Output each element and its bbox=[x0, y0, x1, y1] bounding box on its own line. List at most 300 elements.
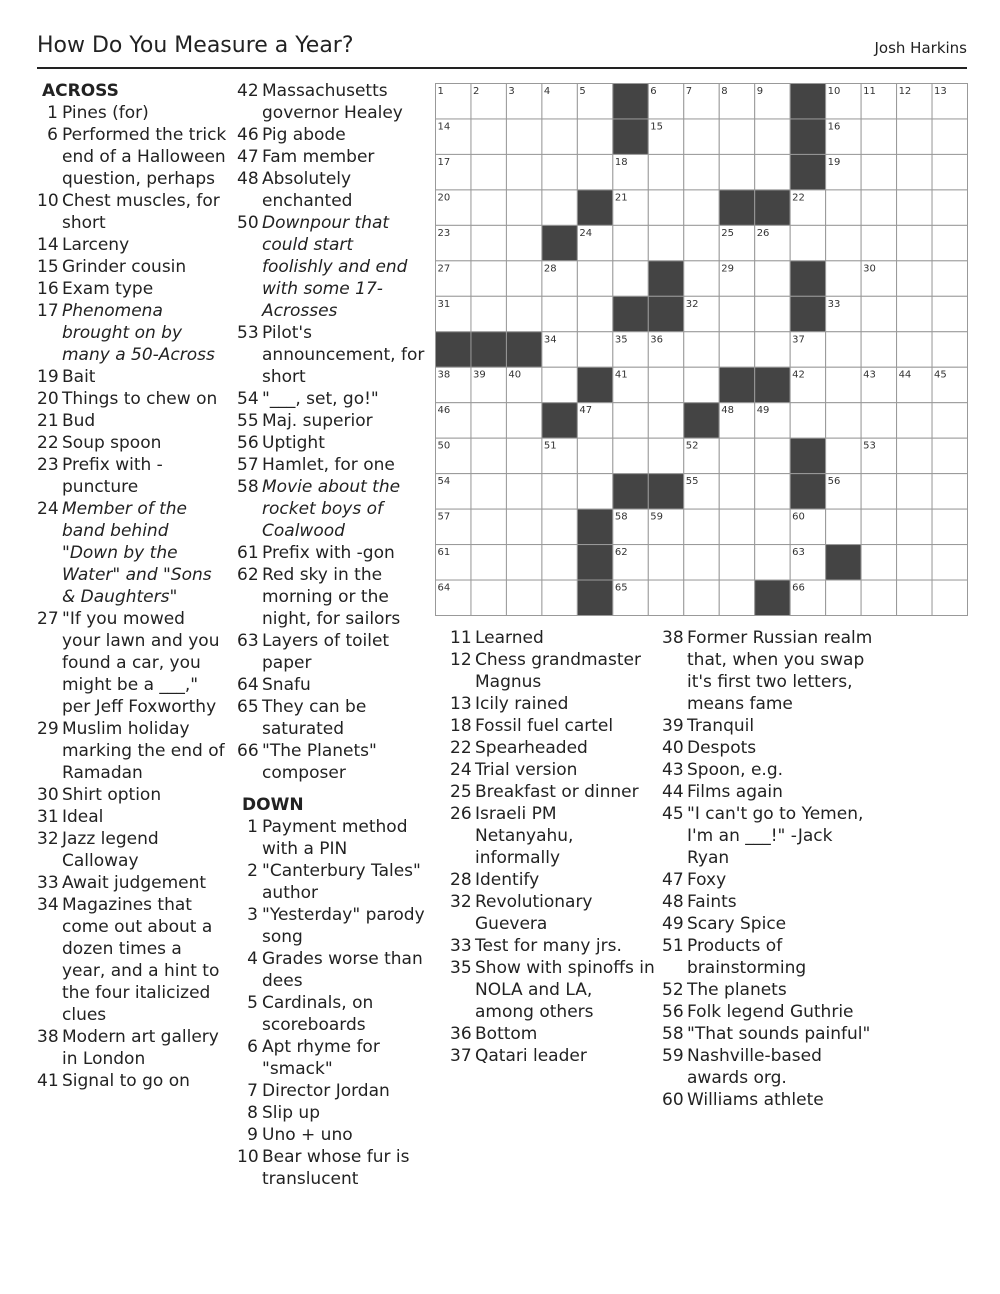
clue-number: 1 bbox=[247, 817, 258, 837]
grid-cell[interactable] bbox=[684, 509, 719, 544]
grid-cell[interactable] bbox=[613, 261, 648, 296]
clue-number: 64 bbox=[237, 675, 259, 695]
clue-number: 4 bbox=[247, 949, 258, 969]
grid-cell[interactable] bbox=[755, 474, 790, 509]
grid-cell[interactable] bbox=[719, 296, 754, 331]
grid-cell[interactable] bbox=[471, 545, 506, 580]
across-clue-53[interactable] bbox=[237, 322, 427, 388]
grid-cell[interactable] bbox=[542, 154, 577, 189]
down-clue-43[interactable] bbox=[662, 759, 877, 781]
clue-text: Products of brainstorming bbox=[687, 936, 807, 978]
across-clue-20[interactable] bbox=[37, 388, 227, 410]
cell-number: 24 bbox=[579, 227, 593, 239]
grid-cell[interactable] bbox=[648, 580, 683, 615]
grid-cell[interactable] bbox=[932, 403, 967, 438]
black-square bbox=[613, 84, 648, 119]
grid-cell[interactable] bbox=[932, 474, 967, 509]
grid-cell[interactable] bbox=[861, 154, 896, 189]
grid-cell[interactable] bbox=[861, 119, 896, 154]
grid-cell[interactable] bbox=[684, 154, 719, 189]
across-clue-61[interactable] bbox=[237, 542, 427, 564]
grid-cell[interactable] bbox=[755, 438, 790, 473]
down-clue-2[interactable] bbox=[237, 860, 427, 904]
down-clue-40[interactable] bbox=[662, 737, 877, 759]
down-clue-51[interactable] bbox=[662, 935, 877, 979]
grid-cell[interactable] bbox=[577, 332, 612, 367]
down-clue-47[interactable] bbox=[662, 869, 877, 891]
grid-cell[interactable] bbox=[506, 545, 541, 580]
grid-cell[interactable] bbox=[861, 190, 896, 225]
grid-cell[interactable] bbox=[506, 190, 541, 225]
down-clue-18[interactable] bbox=[450, 715, 655, 737]
clue-number: 10 bbox=[237, 1147, 259, 1167]
black-square bbox=[719, 190, 754, 225]
grid-cell[interactable] bbox=[932, 580, 967, 615]
grid-cell[interactable] bbox=[506, 119, 541, 154]
grid-cell[interactable] bbox=[755, 119, 790, 154]
across-clue-17[interactable] bbox=[37, 300, 227, 366]
across-clue-42[interactable] bbox=[237, 80, 427, 124]
clue-text: Apt rhyme for "smack" bbox=[262, 1037, 380, 1079]
clue-text: Nashville-based awards org. bbox=[687, 1046, 822, 1088]
grid-cell[interactable] bbox=[755, 261, 790, 296]
grid-cell[interactable] bbox=[826, 225, 861, 260]
grid-cell[interactable] bbox=[577, 474, 612, 509]
grid-cell[interactable] bbox=[542, 474, 577, 509]
grid-cell[interactable] bbox=[684, 367, 719, 402]
grid-cell[interactable] bbox=[932, 225, 967, 260]
grid-cell[interactable] bbox=[506, 474, 541, 509]
across-clue-21[interactable] bbox=[37, 410, 227, 432]
grid-cell[interactable] bbox=[719, 509, 754, 544]
across-clue-1[interactable] bbox=[37, 102, 227, 124]
grid-cell[interactable] bbox=[684, 580, 719, 615]
cell-number: 43 bbox=[863, 369, 876, 381]
clue-number: 22 bbox=[37, 433, 59, 453]
across-clue-55[interactable] bbox=[237, 410, 427, 432]
down-clue-22[interactable] bbox=[450, 737, 655, 759]
clue-number: 37 bbox=[450, 1046, 472, 1066]
down-clue-3[interactable] bbox=[237, 904, 427, 948]
grid-cell[interactable] bbox=[506, 438, 541, 473]
grid-cell[interactable] bbox=[648, 438, 683, 473]
clue-number: 26 bbox=[450, 804, 472, 824]
clue-number: 38 bbox=[662, 628, 684, 648]
grid-cell[interactable] bbox=[684, 261, 719, 296]
across-clue-32[interactable] bbox=[37, 828, 227, 872]
across-clue-58[interactable] bbox=[237, 476, 427, 542]
clue-number: 54 bbox=[237, 389, 259, 409]
grid-cell[interactable] bbox=[506, 509, 541, 544]
black-square bbox=[648, 296, 683, 331]
grid-cell[interactable] bbox=[897, 154, 932, 189]
across-clue-41[interactable] bbox=[37, 1070, 227, 1092]
cell-number: 53 bbox=[863, 440, 876, 452]
down-clue-60[interactable] bbox=[662, 1089, 877, 1111]
clue-text: Things to chew on bbox=[62, 389, 218, 409]
grid-cell[interactable] bbox=[542, 545, 577, 580]
cell-number: 45 bbox=[934, 369, 947, 381]
down-clue-13[interactable] bbox=[450, 693, 655, 715]
clue-text: Chest muscles, for short bbox=[62, 191, 220, 233]
grid-cell[interactable] bbox=[719, 545, 754, 580]
grid-cell[interactable] bbox=[897, 225, 932, 260]
cell-number: 61 bbox=[437, 547, 451, 559]
grid-cell[interactable] bbox=[861, 403, 896, 438]
down-clue-24[interactable] bbox=[450, 759, 655, 781]
grid-cell[interactable] bbox=[790, 225, 825, 260]
clue-text: Slip up bbox=[262, 1103, 320, 1123]
cell-number: 66 bbox=[792, 582, 805, 594]
clue-number: 28 bbox=[450, 870, 472, 890]
grid-cell[interactable] bbox=[471, 154, 506, 189]
down-clue-36[interactable] bbox=[450, 1023, 655, 1045]
clue-text: Films again bbox=[687, 782, 783, 802]
cell-number: 14 bbox=[437, 121, 451, 133]
grid-cell[interactable] bbox=[826, 580, 861, 615]
down-clue-8[interactable] bbox=[237, 1102, 427, 1124]
grid-cell[interactable] bbox=[648, 403, 683, 438]
grid-cell[interactable] bbox=[471, 261, 506, 296]
grid-cell[interactable] bbox=[648, 154, 683, 189]
cell-number: 27 bbox=[437, 263, 451, 275]
black-square bbox=[790, 154, 825, 189]
clue-text: Layers of toilet paper bbox=[262, 631, 390, 673]
cell-number: 32 bbox=[685, 298, 699, 310]
grid-cell[interactable] bbox=[897, 509, 932, 544]
across-clue-66[interactable] bbox=[237, 740, 427, 784]
grid-cell[interactable] bbox=[897, 332, 932, 367]
cell-number: 48 bbox=[721, 405, 734, 417]
grid-cell[interactable] bbox=[755, 296, 790, 331]
grid-cell[interactable] bbox=[719, 154, 754, 189]
grid-cell[interactable] bbox=[506, 403, 541, 438]
cell-number: 40 bbox=[508, 369, 522, 381]
across-clue-31[interactable] bbox=[37, 806, 227, 828]
grid-cell[interactable] bbox=[932, 119, 967, 154]
across-clue-48[interactable] bbox=[237, 168, 427, 212]
clue-text: Larceny bbox=[62, 235, 130, 255]
grid-cell[interactable] bbox=[861, 332, 896, 367]
grid-cell[interactable] bbox=[719, 438, 754, 473]
clue-number: 16 bbox=[37, 279, 59, 299]
cell-number: 19 bbox=[827, 156, 841, 168]
black-square bbox=[790, 296, 825, 331]
grid-cell[interactable] bbox=[826, 438, 861, 473]
down-clue-5[interactable] bbox=[237, 992, 427, 1036]
grid-cell[interactable] bbox=[719, 474, 754, 509]
grid-cell[interactable] bbox=[826, 261, 861, 296]
clue-number: 39 bbox=[662, 716, 684, 736]
down-clue-48[interactable] bbox=[662, 891, 877, 913]
grid-cell[interactable] bbox=[471, 438, 506, 473]
cell-number: 63 bbox=[792, 547, 805, 559]
puzzle-title: How Do You Measure a Year? bbox=[37, 33, 354, 58]
grid-cell[interactable] bbox=[826, 367, 861, 402]
grid-cell[interactable] bbox=[897, 119, 932, 154]
clue-number: 43 bbox=[662, 760, 684, 780]
grid-cell[interactable] bbox=[932, 438, 967, 473]
grid-cell[interactable] bbox=[577, 119, 612, 154]
grid-cell[interactable] bbox=[542, 367, 577, 402]
grid-cell[interactable] bbox=[932, 296, 967, 331]
black-square bbox=[826, 545, 861, 580]
grid-cell[interactable] bbox=[755, 332, 790, 367]
down-clue-56[interactable] bbox=[662, 1001, 877, 1023]
across-clue-57[interactable] bbox=[237, 454, 427, 476]
clue-number: 23 bbox=[37, 455, 59, 475]
grid-cell[interactable] bbox=[932, 545, 967, 580]
across-clue-54[interactable] bbox=[237, 388, 427, 410]
grid-cell[interactable] bbox=[684, 190, 719, 225]
across-clue-6[interactable] bbox=[37, 124, 227, 190]
down-clue-33[interactable] bbox=[450, 935, 655, 957]
grid-cell[interactable] bbox=[755, 545, 790, 580]
clue-text: Director Jordan bbox=[262, 1081, 390, 1101]
grid-cell[interactable] bbox=[897, 438, 932, 473]
clue-text: Trial version bbox=[475, 760, 578, 780]
clue-number: 7 bbox=[247, 1081, 258, 1101]
cell-number: 12 bbox=[898, 86, 912, 97]
across-clue-19[interactable] bbox=[37, 366, 227, 388]
grid-cell[interactable] bbox=[542, 190, 577, 225]
down-clue-7[interactable] bbox=[237, 1080, 427, 1102]
cell-number: 16 bbox=[827, 121, 841, 133]
grid-cell[interactable] bbox=[861, 545, 896, 580]
grid-svg[interactable] bbox=[435, 83, 968, 616]
grid-cell[interactable] bbox=[719, 332, 754, 367]
black-square bbox=[577, 190, 612, 225]
down-clue-49[interactable] bbox=[662, 913, 877, 935]
grid-cell[interactable] bbox=[542, 509, 577, 544]
grid-cell[interactable] bbox=[542, 296, 577, 331]
grid-cell[interactable] bbox=[826, 509, 861, 544]
grid-cell[interactable] bbox=[755, 509, 790, 544]
grid-cell[interactable] bbox=[648, 190, 683, 225]
clue-number: 1 bbox=[47, 103, 58, 123]
across-clue-15[interactable] bbox=[37, 256, 227, 278]
grid-cell[interactable] bbox=[542, 119, 577, 154]
across-clue-62[interactable] bbox=[237, 564, 427, 630]
down-clue-25[interactable] bbox=[450, 781, 655, 803]
cell-number: 65 bbox=[614, 582, 628, 594]
across-clue-10[interactable] bbox=[37, 190, 227, 234]
clue-text: Snafu bbox=[262, 675, 311, 695]
across-clue-56[interactable] bbox=[237, 432, 427, 454]
cell-number: 52 bbox=[685, 440, 699, 452]
grid-cell[interactable] bbox=[471, 296, 506, 331]
grid-cell[interactable] bbox=[506, 261, 541, 296]
grid-cell[interactable] bbox=[861, 296, 896, 331]
clue-text: "___, set, go!" bbox=[262, 389, 379, 409]
grid-cell[interactable] bbox=[897, 580, 932, 615]
down-clue-28[interactable] bbox=[450, 869, 655, 891]
cell-number: 22 bbox=[792, 192, 805, 204]
crossword-grid[interactable] bbox=[435, 83, 967, 615]
clue-number: 40 bbox=[662, 738, 684, 758]
cell-number: 42 bbox=[792, 369, 805, 381]
grid-cell[interactable] bbox=[861, 580, 896, 615]
grid-cell[interactable] bbox=[506, 154, 541, 189]
cell-number: 55 bbox=[685, 476, 699, 488]
grid-cell[interactable] bbox=[542, 580, 577, 615]
cell-number: 21 bbox=[614, 192, 628, 204]
cell-number: 47 bbox=[579, 405, 593, 417]
across-clue-22[interactable] bbox=[37, 432, 227, 454]
clue-text: Downpour that could start foolishly and end with some 17-Acrosses bbox=[262, 213, 408, 321]
grid-cell[interactable] bbox=[932, 154, 967, 189]
grid-cell[interactable] bbox=[577, 438, 612, 473]
down-clue-32[interactable] bbox=[450, 891, 655, 935]
grid-cell[interactable] bbox=[577, 261, 612, 296]
grid-cell[interactable] bbox=[897, 296, 932, 331]
across-clue-46[interactable] bbox=[237, 124, 427, 146]
clue-text: Breakfast or dinner bbox=[475, 782, 639, 802]
across-clue-34[interactable] bbox=[37, 894, 227, 1026]
down-clue-12[interactable] bbox=[450, 649, 655, 693]
across-clue-64[interactable] bbox=[237, 674, 427, 696]
cell-number: 7 bbox=[685, 86, 693, 97]
down-clue-35[interactable] bbox=[450, 957, 655, 1023]
grid-cell[interactable] bbox=[613, 225, 648, 260]
grid-cell[interactable] bbox=[684, 119, 719, 154]
grid-cell[interactable] bbox=[506, 225, 541, 260]
cell-number: 25 bbox=[721, 227, 734, 239]
across-clue-30[interactable] bbox=[37, 784, 227, 806]
down-clue-44[interactable] bbox=[662, 781, 877, 803]
grid-cell[interactable] bbox=[648, 545, 683, 580]
grid-cell[interactable] bbox=[932, 509, 967, 544]
across-clue-16[interactable] bbox=[37, 278, 227, 300]
grid-cell[interactable] bbox=[897, 190, 932, 225]
clue-number: 32 bbox=[37, 829, 59, 849]
grid-cell[interactable] bbox=[861, 225, 896, 260]
grid-cell[interactable] bbox=[755, 154, 790, 189]
cell-number: 50 bbox=[437, 440, 451, 452]
clue-text: Member of the band behind "Down by the Water" and "Sons & Daughters" bbox=[62, 499, 212, 607]
grid-cell[interactable] bbox=[897, 545, 932, 580]
grid-cell[interactable] bbox=[506, 296, 541, 331]
grid-cell[interactable] bbox=[932, 332, 967, 367]
down-clue-11[interactable] bbox=[450, 627, 655, 649]
across-clue-63[interactable] bbox=[237, 630, 427, 674]
clue-number: 48 bbox=[237, 169, 259, 189]
grid-cell[interactable] bbox=[471, 509, 506, 544]
grid-cell[interactable] bbox=[897, 474, 932, 509]
clue-number: 27 bbox=[37, 609, 59, 629]
clue-number: 35 bbox=[450, 958, 472, 978]
grid-cell[interactable] bbox=[826, 190, 861, 225]
grid-cell[interactable] bbox=[471, 403, 506, 438]
across-clue-24[interactable] bbox=[37, 498, 227, 608]
cell-number: 28 bbox=[543, 263, 557, 275]
grid-cell[interactable] bbox=[613, 438, 648, 473]
across-clue-50[interactable] bbox=[237, 212, 427, 322]
grid-cell[interactable] bbox=[897, 403, 932, 438]
black-square bbox=[648, 474, 683, 509]
across-clue-65[interactable] bbox=[237, 696, 427, 740]
down-clue-38[interactable] bbox=[662, 627, 877, 715]
grid-cell[interactable] bbox=[861, 509, 896, 544]
down-clue-1[interactable] bbox=[237, 816, 427, 860]
down-clue-4[interactable] bbox=[237, 948, 427, 992]
cell-number: 10 bbox=[827, 86, 841, 97]
grid-cell[interactable] bbox=[826, 403, 861, 438]
grid-cell[interactable] bbox=[790, 403, 825, 438]
cell-number: 9 bbox=[756, 86, 764, 97]
clue-text: Pines (for) bbox=[62, 103, 149, 123]
clue-number: 6 bbox=[47, 125, 58, 145]
across-clue-27[interactable] bbox=[37, 608, 227, 718]
down-clue-10[interactable] bbox=[237, 1146, 427, 1190]
across-clue-29[interactable] bbox=[37, 718, 227, 784]
grid-cell[interactable] bbox=[471, 580, 506, 615]
clue-text: Learned bbox=[475, 628, 544, 648]
grid-cell[interactable] bbox=[613, 403, 648, 438]
across-clue-38[interactable] bbox=[37, 1026, 227, 1070]
grid-cell[interactable] bbox=[684, 225, 719, 260]
title-divider bbox=[37, 67, 967, 69]
grid-cell[interactable] bbox=[719, 580, 754, 615]
clue-text: Movie about the rocket boys of Coalwood bbox=[262, 477, 401, 541]
grid-cell[interactable] bbox=[684, 545, 719, 580]
grid-cell[interactable] bbox=[506, 580, 541, 615]
grid-cell[interactable] bbox=[471, 119, 506, 154]
down-clue-59[interactable] bbox=[662, 1045, 877, 1089]
clue-text: Phenomena brought on by many a 50-Across bbox=[62, 301, 215, 365]
cell-number: 6 bbox=[650, 86, 657, 97]
across-clue-14[interactable] bbox=[37, 234, 227, 256]
grid-cell[interactable] bbox=[719, 119, 754, 154]
grid-cell[interactable] bbox=[577, 296, 612, 331]
grid-cell[interactable] bbox=[826, 332, 861, 367]
clue-number: 36 bbox=[450, 1024, 472, 1044]
down-clue-39[interactable] bbox=[662, 715, 877, 737]
clue-number: 56 bbox=[237, 433, 259, 453]
down-clue-26[interactable] bbox=[450, 803, 655, 869]
cell-number: 38 bbox=[437, 369, 451, 381]
cell-number: 29 bbox=[721, 263, 734, 275]
grid-cell[interactable] bbox=[932, 261, 967, 296]
grid-cell[interactable] bbox=[897, 261, 932, 296]
clue-number: 61 bbox=[237, 543, 259, 563]
cell-number: 37 bbox=[792, 334, 805, 346]
across-clue-47[interactable] bbox=[237, 146, 427, 168]
grid-cell[interactable] bbox=[471, 474, 506, 509]
down-clue-58[interactable] bbox=[662, 1023, 877, 1045]
down-clue-37[interactable] bbox=[450, 1045, 655, 1067]
down-clue-6[interactable] bbox=[237, 1036, 427, 1080]
grid-cell[interactable] bbox=[932, 190, 967, 225]
clue-number: 50 bbox=[237, 213, 259, 233]
grid-cell[interactable] bbox=[684, 332, 719, 367]
across-clue-23[interactable] bbox=[37, 454, 227, 498]
grid-cell[interactable] bbox=[471, 225, 506, 260]
grid-cell[interactable] bbox=[471, 190, 506, 225]
grid-cell[interactable] bbox=[861, 474, 896, 509]
grid-cell[interactable] bbox=[648, 225, 683, 260]
cell-number: 23 bbox=[437, 227, 451, 239]
cell-number: 5 bbox=[579, 86, 586, 97]
cell-number: 49 bbox=[756, 405, 770, 417]
grid-cell[interactable] bbox=[577, 154, 612, 189]
down-clue-52[interactable] bbox=[662, 979, 877, 1001]
clue-number: 30 bbox=[37, 785, 59, 805]
down-clue-9[interactable] bbox=[237, 1124, 427, 1146]
down-clue-45[interactable] bbox=[662, 803, 877, 869]
grid-cell[interactable] bbox=[648, 367, 683, 402]
across-clue-33[interactable] bbox=[37, 872, 227, 894]
